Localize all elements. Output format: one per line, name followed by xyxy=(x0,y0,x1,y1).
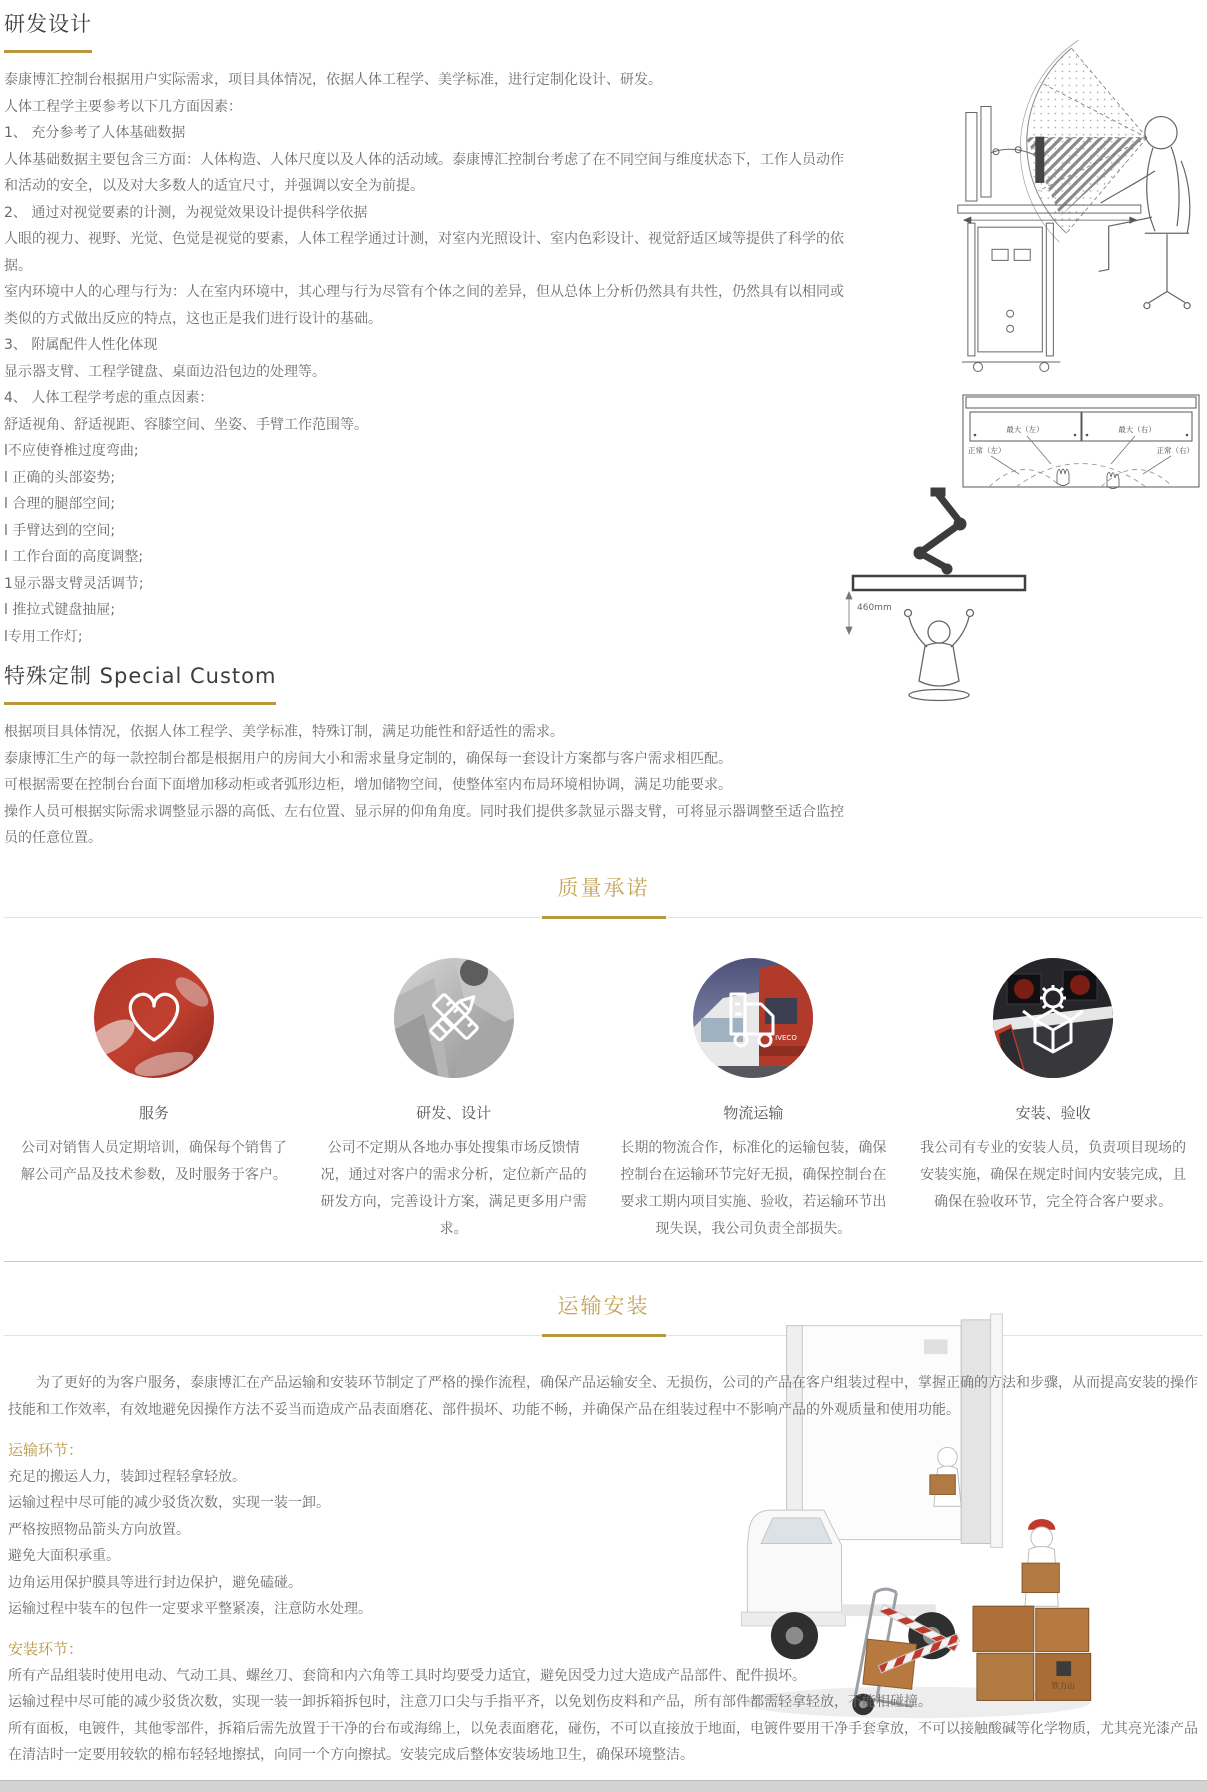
text-line: 舒适视角、舒适视距、容膝空间、坐姿、手臂工作范围等。 xyxy=(4,416,368,433)
design-title: 研发、设计 xyxy=(416,1103,492,1122)
logistics-title: 物流运输 xyxy=(723,1103,784,1122)
quality-col-logistics xyxy=(604,918,904,1243)
special-custom-title: 特殊定制 Special Custom xyxy=(4,660,276,705)
ergonomic-side-view-drawing xyxy=(947,20,1205,372)
text-line: l 工作台面的高度调整; xyxy=(4,549,144,565)
label-460mm: 460mm xyxy=(857,603,892,613)
section-transport-install xyxy=(4,1261,1203,1769)
label-max-left: 最大（左） xyxy=(1006,425,1044,434)
ship-steps-label: 运输环节： xyxy=(8,1440,84,1459)
text-line: 3、 附属配件人性化体现 xyxy=(4,337,158,353)
design-photo xyxy=(394,958,514,1078)
install-title: 安装、验收 xyxy=(1015,1103,1091,1122)
design-text: 公司不定期从各地办事处搜集市场反馈情况，通过对客户的需求分析，定位新产品的研发方向，完善设计方案，满足更多用户需求。 xyxy=(320,1139,587,1237)
pencil-ruler-icon xyxy=(394,958,514,1078)
quality-header xyxy=(4,872,1203,918)
text-line: l专用工作灯; xyxy=(4,628,83,645)
text-line: l 手臂达到的空间; xyxy=(4,522,116,539)
install-photo xyxy=(993,958,1113,1078)
text-line: 人体工程学主要参考以下几方面因素： xyxy=(4,98,242,115)
text-line: 所有面板，电镀件，其他零部件，拆箱后需先放置于干净的台布或海绵上，以免表面磨花，碰伤，不可以直接放于地面，电镀件要用干净手套拿放，不可以接触酸碱等化学物质，尤其亮光漆产品在清洁时一定要用较软的棉布轻轻地擦拭，向同一个方向擦拭。安装完成后整体安装场地卫生，确保环境整洁。 xyxy=(8,1720,1198,1763)
text-line: 根据项目具体情况，依据人体工程学、美学标准，特殊订制，满足功能性和舒适性的需求。 xyxy=(4,724,564,740)
text-line: 操作人员可根据实际需求调整显示器的高低、左右位置、显示屏的仰角角度。同时我们提供多款显示器支臂，可将显示器调整至适合监控员的任意位置。 xyxy=(4,803,844,846)
logistics-photo xyxy=(693,958,813,1078)
ship-steps xyxy=(8,1464,1199,1623)
footer-strip xyxy=(0,1780,1207,1791)
truck-line-icon xyxy=(693,958,813,1078)
label-max-right: 最大（右） xyxy=(1118,425,1156,434)
quality-col-design xyxy=(304,918,604,1243)
text-line: 2、 通过对视觉要素的计测，为视觉效果设计提供科学依据 xyxy=(4,204,368,221)
quality-col-install xyxy=(903,918,1203,1216)
heart-outline-icon xyxy=(94,958,214,1078)
console-front-view-drawing xyxy=(961,392,1201,490)
text-line: l 合理的腿部空间; xyxy=(4,496,116,512)
text-line: 可根据需要在控制台台面下面增加移动柜或者弧形边柜，增加储物空间，使整体室内布局环境相协调，满足功能要求。 xyxy=(4,777,732,793)
install-steps-label: 安装环节： xyxy=(8,1639,84,1658)
text-line: l 正确的头部姿势; xyxy=(4,469,116,486)
section-special-custom xyxy=(4,660,849,852)
service-photo xyxy=(94,958,214,1078)
transport-intro: 为了更好的为客户服务，泰康博汇在产品运输和安装环节制定了严格的操作流程，确保产品运输安全、无损伤，公司的产品在客户组装过程中，掌握正确的方法和步骤，从而提高安装的操作技能和工作效率，有效地避免因操作方法不妥当而造成产品表面磨花、部件损坏、功能不畅，并确保产品在组装过程中不影响产品的外观质量和使用功能。 xyxy=(8,1374,1198,1418)
technical-drawings xyxy=(825,20,1207,720)
section-quality xyxy=(4,872,1203,1255)
service-text: 公司对销售人员定期培训，确保每个销售了解公司产品及技术参数，及时服务于客户。 xyxy=(20,1139,287,1183)
text-line: 严格按照物品箭头方向放置。 xyxy=(8,1521,190,1538)
text-line: 运输过程中装车的包件一定要求平整紧凑，注意防水处理。 xyxy=(8,1601,372,1617)
text-line: l不应使脊椎过度弯曲; xyxy=(4,443,139,459)
text-line: 1显示器支臂灵活调节; xyxy=(4,575,144,592)
quality-title: 质量承诺 xyxy=(542,872,666,919)
rd-section-title: 研发设计 xyxy=(4,8,92,53)
text-line: 显示器支臂、工程学键盘、桌面边沿包边的处理等。 xyxy=(4,363,326,380)
rd-paragraphs xyxy=(4,67,849,650)
text-line: 避免大面积承重。 xyxy=(8,1548,120,1564)
install-steps xyxy=(8,1663,1199,1769)
truck-brand-label: IVECO xyxy=(775,1033,798,1042)
install-text: 我公司有专业的安装人员，负责项目现场的安装实施，确保在规定时间内安装完成，且确保在验收环节，完全符合客户要求。 xyxy=(920,1139,1187,1210)
text-line: 泰康博汇生产的每一款控制台都是根据用户的房间大小和需求量身定制的，确保每一套设计方案都与客户需求相匹配。 xyxy=(4,750,732,767)
text-line: 所有产品组装时使用电动、气动工具、螺丝刀、套筒和内六角等工具时均要受力适宜，避免因受力过大造成产品部件、配件损坏。 xyxy=(8,1667,806,1684)
label-normal-left: 正常（左） xyxy=(968,446,1006,455)
text-line: 人体基础数据主要包含三方面：人体构造、人体尺度以及人体的活动域。泰康博汇控制台考虑了在不同空间与维度状态下，工作人员动作和活动的安全，以及对大多数人的适宜尺寸，并强调以安全为前提。 xyxy=(4,151,844,194)
box-brand-label: 铁力山 xyxy=(1051,1681,1075,1691)
text-line: 室内环境中人的心理与行为：人在室内环境中，其心理与行为尽管有个体之间的差异，但从总体上分析仍然具有共性，仍然具有以相同或类似的方式做出反应的特点，这也正是我们进行设计的基础。 xyxy=(4,284,844,327)
quality-columns xyxy=(4,918,1203,1255)
text-line: 充足的搬运人力，装卸过程轻拿轻放。 xyxy=(8,1468,246,1485)
section-rd xyxy=(4,8,1203,650)
label-normal-right: 正常（右） xyxy=(1156,446,1194,455)
service-title: 服务 xyxy=(138,1103,169,1122)
text-line: l 推拉式键盘抽屉; xyxy=(4,602,116,618)
open-box-gear-icon xyxy=(993,958,1113,1078)
text-line: 1、 充分参考了人体基础数据 xyxy=(4,125,186,141)
text-line: 边角运用保护膜具等进行封边保护，避免磕碰。 xyxy=(8,1574,302,1591)
special-custom-paragraphs xyxy=(4,719,849,852)
logistics-text: 长期的物流合作，标准化的运输包装，确保控制台在运输环节完好无损，确保控制台在要求工期内项目实施、验收，若运输环节出现失误，我公司负责全部损失。 xyxy=(620,1139,887,1237)
text-line: 4、 人体工程学考虑的重点因素： xyxy=(4,390,214,406)
quality-col-service xyxy=(4,918,304,1189)
text-line: 泰康博汇控制台根据用户实际需求，项目具体情况，依据人体工程学、美学标准，进行定制化设计、研发。 xyxy=(4,72,662,88)
text-line: 人眼的视力、视野、光觉、色觉是视觉的要素，人体工程学通过计测，对室内光照设计、室内色彩设计、视觉舒适区域等提供了科学的依据。 xyxy=(4,231,844,274)
monitor-arm-drawing xyxy=(839,484,1039,704)
transport-title: 运输安装 xyxy=(542,1290,666,1337)
text-line: 运输过程中尽可能的减少驳货次数，实现一装一卸拆箱拆包时，注意刀口尖与手指平齐，以免划伤皮料和产品，所有部件都需轻拿轻放，不能相碰撞。 xyxy=(8,1694,932,1710)
text-line: 运输过程中尽可能的减少驳货次数，实现一装一卸。 xyxy=(8,1495,330,1511)
